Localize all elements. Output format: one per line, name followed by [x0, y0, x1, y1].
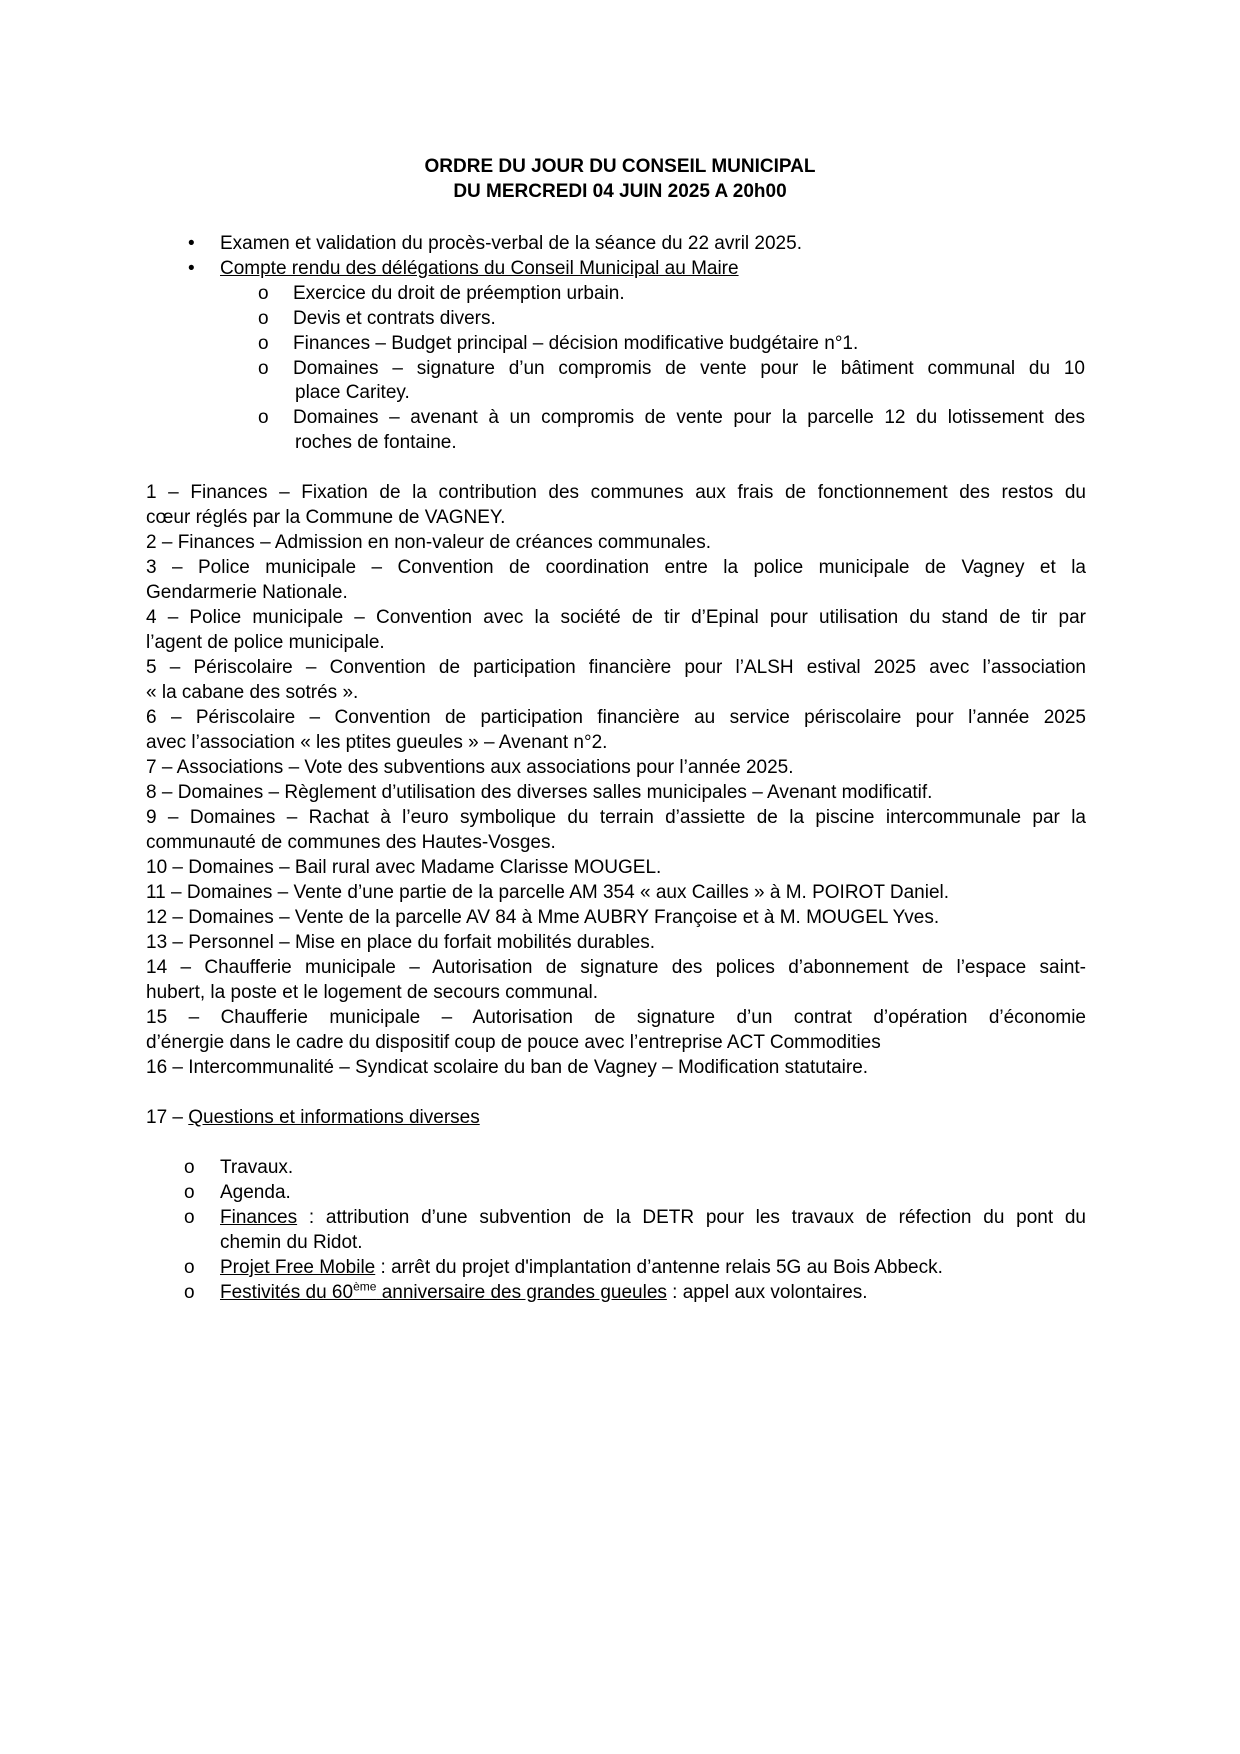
agenda-item-9-line-2: communauté de communes des Hautes-Vosges. [146, 832, 556, 853]
agenda-item-17 [146, 1107, 480, 1129]
agenda-item-16: 16 – Intercommunalité – Syndicat scolaire du ban de Vagney – Modification statutaire. [146, 1057, 869, 1078]
agenda-item-7: 7 – Associations – Vote des subventions aux associations pour l’année 2025. [146, 757, 794, 778]
question-free-mobile-text: : arrêt du projet d'implantation d’antenne relais 5G au Bois Abbeck. [375, 1257, 943, 1278]
bullet-item-delegations: Compte rendu des délégations du Conseil Municipal au Maire [220, 258, 739, 279]
sub-bullet-icon: o [184, 1157, 195, 1178]
bullet-icon: • [188, 258, 195, 279]
agenda-item-12: 12 – Domaines – Vente de la parcelle AV 84 à Mme AUBRY Françoise et à M. MOUGEL Yves. [146, 907, 940, 928]
sub-item-preemption: Exercice du droit de préemption urbain. [293, 283, 625, 304]
sub-bullet-icon: o [258, 283, 269, 304]
agenda-item-2: 2 – Finances – Admission en non-valeur de créances communales. [146, 532, 712, 553]
sub-item-devis: Devis et contrats divers. [293, 308, 496, 329]
bullet-icon: • [188, 233, 195, 254]
bullet-item-pv: Examen et validation du procès-verbal de la séance du 22 avril 2025. [220, 233, 802, 254]
agenda-item-1-line-2: cœur réglés par la Commune de VAGNEY. [146, 507, 506, 528]
question-festivites-text: : appel aux volontaires. [666, 1282, 868, 1303]
agenda-item-6-line-2: avec l’association « les ptites gueules » – Avenant n°2. [146, 732, 608, 753]
question-travaux: Travaux. [220, 1157, 294, 1178]
question-festivites-label-b: anniversaire des grandes gueules [376, 1282, 667, 1303]
page-title-line-1: ORDRE DU JOUR DU CONSEIL MUNICIPAL [424, 156, 816, 177]
agenda-item-6-line-1: 6 – Périscolaire – Convention de participation financière au service périscolaire pour l’année 2025 [146, 707, 1086, 728]
sub-bullet-icon: o [258, 308, 269, 329]
agenda-item-3-line-1: 3 – Police municipale – Convention de coordination entre la police municipale de Vagney et la [146, 557, 1086, 578]
question-agenda: Agenda. [220, 1182, 291, 1203]
agenda-item-15-line-1: 15 – Chaufferie municipale – Autorisation de signature d’un contrat d’opération d’économie [146, 1007, 1086, 1028]
question-festivites-label [220, 1279, 667, 1303]
agenda-item-4-line-1: 4 – Police municipale – Convention avec la société de tir d’Epinal pour utilisation du stand de tir par [146, 607, 1086, 628]
agenda-item-3-line-2: Gendarmerie Nationale. [146, 582, 348, 603]
agenda-item-1-line-1: 1 – Finances – Fixation de la contribution des communes aux frais de fonctionnement des restos du [146, 482, 1086, 503]
agenda-item-5-line-1: 5 – Périscolaire – Convention de participation financière pour l’ALSH estival 2025 avec l’association [146, 657, 1086, 678]
sub-bullet-icon: o [258, 333, 269, 354]
sub-item-compromis-line-2: place Caritey. [295, 382, 410, 403]
agenda-item-8: 8 – Domaines – Règlement d’utilisation des diverses salles municipales – Avenant modificatif. [146, 782, 933, 803]
sub-bullet-icon: o [258, 358, 269, 379]
question-festivites [220, 1279, 868, 1304]
agenda-item-11: 11 – Domaines – Vente d’une partie de la parcelle AM 354 « aux Cailles » à M. POIROT Daniel. [146, 882, 950, 903]
agenda-item-17-prefix: 17 – [146, 1107, 189, 1128]
agenda-item-9-line-1: 9 – Domaines – Rachat à l’euro symbolique du terrain d’assiette de la piscine intercommunale par la [146, 807, 1086, 828]
question-finances-label: Finances [220, 1207, 298, 1228]
sub-item-avenant-line-2: roches de fontaine. [295, 432, 457, 453]
agenda-item-17-title: Questions et informations diverses [188, 1107, 480, 1128]
question-finances-line-2: chemin du Ridot. [220, 1232, 363, 1253]
sub-bullet-icon: o [184, 1182, 195, 1203]
sub-bullet-icon: o [258, 407, 269, 428]
sub-bullet-icon: o [184, 1282, 195, 1303]
agenda-item-14-line-1: 14 – Chaufferie municipale – Autorisation de signature des polices d’abonnement de l’espace saint- [146, 957, 1086, 978]
question-festivites-sup: ème [353, 1279, 377, 1294]
agenda-item-15-line-2: d’énergie dans le cadre du dispositif coup de pouce avec l’entreprise ACT Commodities [146, 1032, 881, 1053]
agenda-item-14-line-2: hubert, la poste et le logement de secours communal. [146, 982, 599, 1003]
page-title-line-2: DU MERCREDI 04 JUIN 2025 A 20h00 [453, 181, 787, 202]
question-free-mobile-label: Projet Free Mobile [220, 1257, 376, 1278]
question-finances-text: : attribution d’une subvention de la DETR pour les travaux de réfection du pont du [297, 1207, 1086, 1228]
agenda-item-10: 10 – Domaines – Bail rural avec Madame Clarisse MOUGEL. [146, 857, 662, 878]
sub-item-avenant-line-1: Domaines – avenant à un compromis de vente pour la parcelle 12 du lotissement des [293, 407, 1085, 428]
sub-bullet-icon: o [184, 1257, 195, 1278]
question-finances-line-1 [220, 1207, 1086, 1229]
sub-item-finances: Finances – Budget principal – décision modificative budgétaire n°1. [293, 333, 859, 354]
agenda-item-5-line-2: « la cabane des sotrés ». [146, 682, 359, 703]
question-free-mobile [220, 1257, 943, 1279]
agenda-item-4-line-2: l’agent de police municipale. [146, 632, 385, 653]
sub-bullet-icon: o [184, 1207, 195, 1228]
agenda-item-13: 13 – Personnel – Mise en place du forfait mobilités durables. [146, 932, 656, 953]
sub-item-compromis-line-1: Domaines – signature d’un compromis de vente pour le bâtiment communal du 10 [293, 358, 1085, 379]
question-festivites-label-a: Festivités du 60 [220, 1282, 354, 1303]
